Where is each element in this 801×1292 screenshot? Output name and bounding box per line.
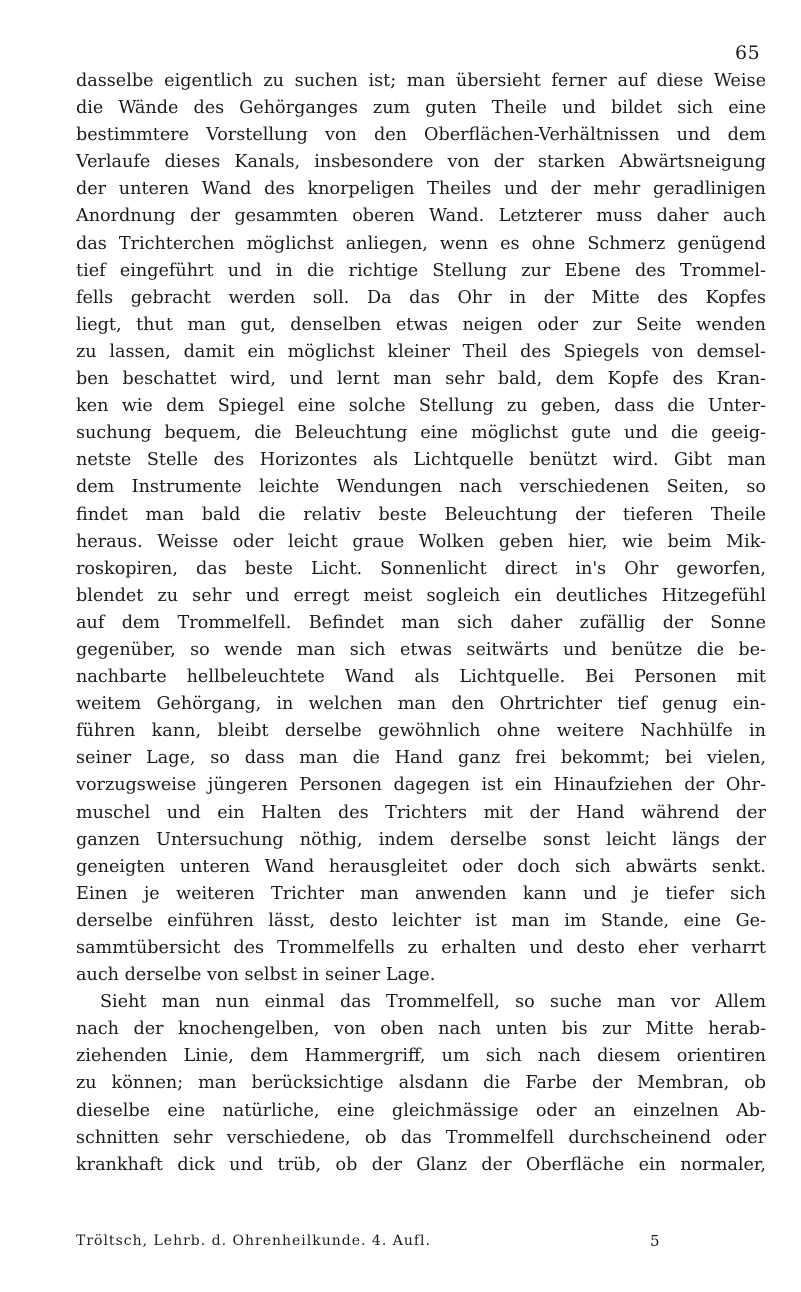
body-text bbox=[76, 68, 766, 1179]
text-line: Anordnung der gesammten oberen Wand. Letzterer muss daher auch bbox=[76, 206, 766, 227]
text-line: ziehenden Linie, dem Hammergriff, um sich nach diesem orientiren bbox=[76, 1046, 766, 1067]
text-line: schnitten sehr verschiedene, ob das Trommelfell durchscheinend oder bbox=[76, 1127, 766, 1148]
text-line: dieselbe eine natürliche, eine gleichmässige oder an einzelnen Ab- bbox=[76, 1100, 766, 1121]
text-line: sammtübersicht des Trommelfells zu erhalten und desto eher verharrt bbox=[76, 938, 766, 958]
text-line: zu können; man berücksichtige alsdann die Farbe der Membran, ob bbox=[76, 1073, 766, 1094]
text-line: geneigten unteren Wand herausgleitet oder doch sich abwärts senkt. bbox=[76, 856, 766, 877]
text-line: netste Stelle des Horizontes als Lichtquelle benützt wird. Gibt man bbox=[76, 450, 766, 471]
text-line: heraus. Weisse oder leicht graue Wolken geben hier, wie beim Mik- bbox=[76, 531, 766, 552]
text-line: weitem Gehörgang, in welchen man den Ohrtrichter tief genug ein- bbox=[76, 694, 766, 715]
text-line: nach der knochengelben, von oben nach unten bis zur Mitte herab- bbox=[76, 1019, 766, 1040]
text-line: die Wände des Gehörganges zum guten Theile und bildet sich eine bbox=[76, 98, 766, 119]
text-line: fells gebracht werden soll. Da das Ohr in der Mitte des Kopfes bbox=[76, 287, 766, 308]
text-line: Einen je weiteren Trichter man anwenden kann und je tiefer sich bbox=[76, 883, 766, 904]
text-line: das Trichterchen möglichst anliegen, wenn es ohne Schmerz genügend bbox=[76, 233, 766, 254]
page-footer bbox=[76, 1232, 766, 1250]
text-line: findet man bald die relativ beste Beleuchtung der tieferen Theile bbox=[76, 504, 766, 525]
text-line: bestimmtere Vorstellung von den Oberflächen-Verhältnissen und dem bbox=[76, 125, 766, 146]
text-line: muschel und ein Halten des Trichters mit der Hand während der bbox=[76, 802, 766, 823]
text-line: vorzugsweise jüngeren Personen dagegen ist ein Hinaufziehen der Ohr- bbox=[76, 775, 766, 796]
page-number: 65 bbox=[735, 42, 761, 64]
text-line: roskopiren, das beste Licht. Sonnenlicht direct in's Ohr geworfen, bbox=[76, 558, 766, 579]
text-line: derselbe einführen lässt, desto leichter ist man im Stande, eine Ge- bbox=[76, 910, 766, 931]
paragraph-end-line: auch derselbe von selbst in seiner Lage. bbox=[76, 965, 436, 986]
text-line: dem Instrumente leichte Wendungen nach verschiedenen Seiten, so bbox=[76, 477, 766, 498]
text-line: suchung bequem, die Beleuchtung eine möglichst gute und die geeig- bbox=[76, 423, 766, 444]
text-line: Verlaufe dieses Kanals, insbesondere von der starken Abwärtsneigung bbox=[76, 152, 766, 173]
text-line: ken wie dem Spiegel eine solche Stellung zu geben, dass die Unter- bbox=[76, 396, 766, 417]
text-line: ben beschattet wird, und lernt man sehr bald, dem Kopfe des Kran- bbox=[76, 369, 766, 390]
text-line: der unteren Wand des knorpeligen Theiles und der mehr geradlinigen bbox=[76, 179, 766, 200]
sheet-number: 5 bbox=[650, 1232, 660, 1250]
text-line: ganzen Untersuchung nöthig, indem derselbe sonst leicht längs der bbox=[76, 829, 766, 850]
text-line: seiner Lage, so dass man die Hand ganz frei bekommt; bei vielen, bbox=[76, 748, 766, 769]
paragraph-start-line: Sieht man nun einmal das Trommelfell, so suche man vor Allem bbox=[100, 992, 766, 1013]
text-line: zu lassen, damit ein möglichst kleiner Theil des Spiegels von demsel- bbox=[76, 341, 766, 362]
footer-signature: Tröltsch, Lehrb. d. Ohrenheilkunde. 4. Aufl. bbox=[76, 1233, 431, 1249]
text-line: gegenüber, so wende man sich etwas seitwärts und benütze die be- bbox=[76, 639, 766, 660]
text-line: krankhaft dick und trüb, ob der Glanz der Oberfläche ein normaler, bbox=[76, 1154, 766, 1175]
text-line: nachbarte hellbeleuchtete Wand als Lichtquelle. Bei Personen mit bbox=[76, 667, 766, 688]
text-line: führen kann, bleibt derselbe gewöhnlich ohne weitere Nachhülfe in bbox=[76, 721, 766, 742]
text-line: dasselbe eigentlich zu suchen ist; man übersieht ferner auf diese Weise bbox=[76, 71, 766, 91]
text-line: auf dem Trommelfell. Befindet man sich daher zufällig der Sonne bbox=[76, 612, 766, 633]
text-line: blendet zu sehr und erregt meist sogleich ein deutliches Hitzegefühl bbox=[76, 585, 766, 606]
text-line: liegt, thut man gut, denselben etwas neigen oder zur Seite wenden bbox=[76, 314, 766, 335]
text-line: tief eingeführt und in die richtige Stellung zur Ebene des Trommel- bbox=[76, 260, 766, 281]
